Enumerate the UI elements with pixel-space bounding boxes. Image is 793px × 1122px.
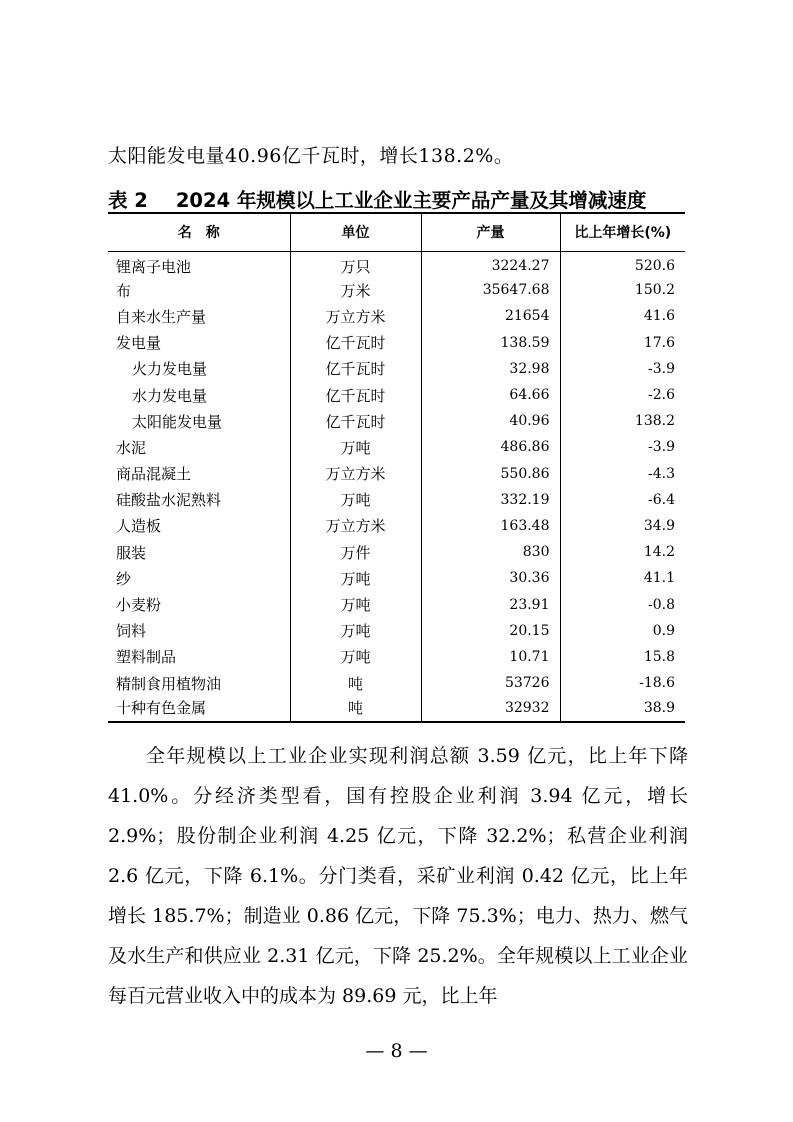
cell-name: 锂离子电池 <box>116 257 192 276</box>
cell-unit: 万立方米 <box>290 513 421 539</box>
cell-production: 20.15 <box>421 618 560 644</box>
table-row <box>108 618 685 644</box>
table-row <box>108 382 685 408</box>
cell-unit: 万只 <box>290 251 421 277</box>
cell-name: 服装 <box>116 543 147 562</box>
body-paragraph: 全年规模以上工业企业实现利润总额 3.59 亿元，比上年下降 41.0%。分经济类型看，国有控股企业利润 3.94 亿元，增长 2.9%；股份制企业利润 4.25 亿元，下降 32.2%；私营企业利润 2.6 亿元，下降 6.1%。分门类看，采矿业利润 0.42 亿元，比上年增长 185.7%；制造业 0.86 亿元，下降 75.3%；电力、热力、燃气及水生产和供应业 2.31 亿元，下降 25.2%。全年规模以上工业企业每百元营业收入中的成本为 89.69 元，比上年 <box>108 745 688 1007</box>
cell-production: 40.96 <box>421 408 560 434</box>
cell-production: 32.98 <box>421 356 560 382</box>
cell-production: 486.86 <box>421 434 560 460</box>
cell-production: 21654 <box>421 303 560 329</box>
cell-growth: 17.6 <box>560 330 685 356</box>
cell-unit: 万吨 <box>290 644 421 670</box>
cell-name: 十种有色金属 <box>108 696 290 722</box>
table-body <box>108 251 685 722</box>
body-text <box>108 736 688 1016</box>
header-production: 产量 <box>421 213 560 251</box>
cell-unit: 万吨 <box>290 565 421 591</box>
table-row <box>108 461 685 487</box>
cell-unit: 亿千瓦时 <box>290 382 421 408</box>
table-row <box>108 303 685 329</box>
cell-name: 小麦粉 <box>116 596 162 615</box>
cell-name: 发电量 <box>116 334 162 353</box>
table-row <box>108 408 685 434</box>
cell-growth: 138.2 <box>560 408 685 434</box>
header-unit: 单位 <box>290 213 421 251</box>
table-caption <box>108 185 688 213</box>
page-number: — 8 — <box>365 1040 428 1062</box>
table-number: 表 2 <box>108 189 148 212</box>
cell-growth: 14.2 <box>560 539 685 565</box>
cell-unit: 吨 <box>290 670 421 696</box>
cell-name: 纱 <box>116 569 132 588</box>
cell-name: 自来水生产量 <box>116 307 207 326</box>
table-row <box>108 356 685 382</box>
cell-name: 精制食用植物油 <box>116 674 222 693</box>
production-table <box>108 212 685 723</box>
cell-growth: -0.8 <box>560 591 685 617</box>
table-row <box>108 434 685 460</box>
cell-production: 35647.68 <box>421 277 560 303</box>
cell-production: 163.48 <box>421 513 560 539</box>
cell-growth: 41.1 <box>560 565 685 591</box>
cell-growth: -3.9 <box>560 434 685 460</box>
cell-unit: 万米 <box>290 277 421 303</box>
cell-unit: 万立方米 <box>290 461 421 487</box>
cell-growth: -2.6 <box>560 382 685 408</box>
cell-production: 10.71 <box>421 644 560 670</box>
cell-unit: 万吨 <box>290 434 421 460</box>
cell-name: 水力发电量 <box>132 386 208 405</box>
cell-name: 饲料 <box>116 622 147 641</box>
table-row <box>108 644 685 670</box>
cell-production: 3224.27 <box>421 251 560 277</box>
cell-growth: -6.4 <box>560 487 685 513</box>
table-row <box>108 539 685 565</box>
cell-unit: 万立方米 <box>290 303 421 329</box>
cell-growth: 41.6 <box>560 303 685 329</box>
table-title: 2024 年规模以上工业企业主要产品产量及其增减速度 <box>175 189 647 212</box>
cell-unit: 万吨 <box>290 591 421 617</box>
cell-unit: 亿千瓦时 <box>290 408 421 434</box>
cell-unit: 亿千瓦时 <box>290 356 421 382</box>
cell-name: 塑料制品 <box>116 648 177 667</box>
table-header-row <box>108 213 685 251</box>
cell-production: 23.91 <box>421 591 560 617</box>
cell-production: 550.86 <box>421 461 560 487</box>
cell-growth: 520.6 <box>560 251 685 277</box>
table-row <box>108 330 685 356</box>
cell-production: 830 <box>421 539 560 565</box>
cell-production: 64.66 <box>421 382 560 408</box>
cell-name: 布 <box>116 281 132 300</box>
table-row <box>108 591 685 617</box>
table-row <box>108 565 685 591</box>
table-row <box>108 696 685 722</box>
cell-name: 太阳能发电量 <box>132 412 223 431</box>
cell-production: 32932 <box>421 696 560 722</box>
cell-growth: 38.9 <box>560 696 685 722</box>
cell-production: 30.36 <box>421 565 560 591</box>
cell-growth: 150.2 <box>560 277 685 303</box>
cell-growth: -18.6 <box>560 670 685 696</box>
cell-growth: -4.3 <box>560 461 685 487</box>
header-name: 名 称 <box>108 213 290 251</box>
cell-growth: 15.8 <box>560 644 685 670</box>
cell-growth: 0.9 <box>560 618 685 644</box>
cell-unit: 亿千瓦时 <box>290 330 421 356</box>
cell-production: 138.59 <box>421 330 560 356</box>
cell-production: 53726 <box>421 670 560 696</box>
cell-unit: 吨 <box>290 696 421 722</box>
cell-unit: 万吨 <box>290 487 421 513</box>
table-row <box>108 670 685 696</box>
intro-line: 太阳能发电量40.96亿千瓦时，增长138.2%。 <box>108 145 514 167</box>
table-row <box>108 487 685 513</box>
cell-name: 水泥 <box>116 438 147 457</box>
header-growth: 比上年增长(%) <box>560 213 685 251</box>
table-row <box>108 513 685 539</box>
cell-name: 硅酸盐水泥熟料 <box>116 491 222 510</box>
cell-name: 人造板 <box>116 517 162 536</box>
cell-name: 火力发电量 <box>132 360 208 379</box>
table-row <box>108 251 685 277</box>
table-row <box>108 277 685 303</box>
cell-growth: -3.9 <box>560 356 685 382</box>
cell-name: 商品混凝土 <box>116 465 192 484</box>
cell-unit: 万件 <box>290 539 421 565</box>
cell-production: 332.19 <box>421 487 560 513</box>
cell-growth: 34.9 <box>560 513 685 539</box>
cell-unit: 万吨 <box>290 618 421 644</box>
